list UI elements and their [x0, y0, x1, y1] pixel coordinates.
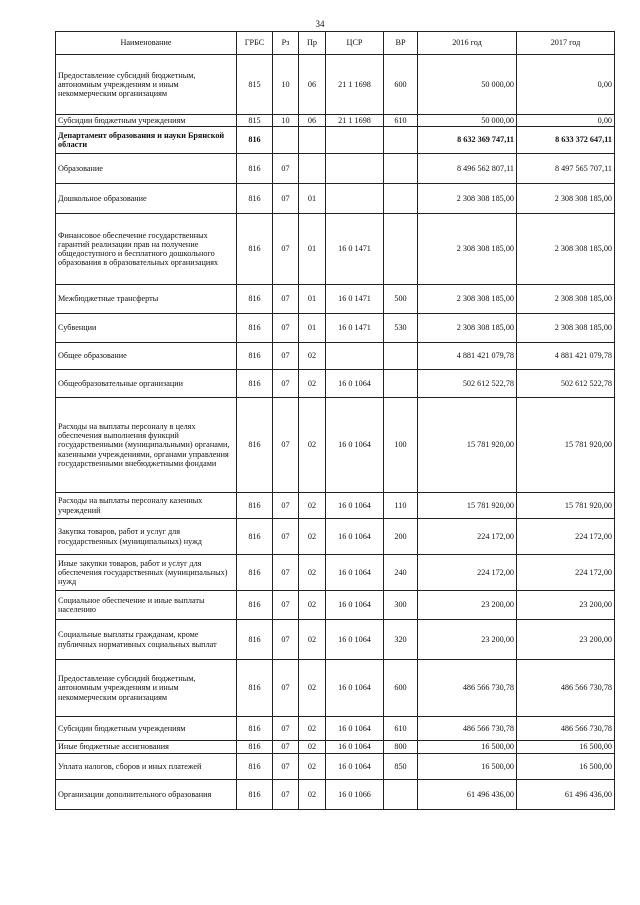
- row-vr: 240: [384, 555, 418, 591]
- table-row: [56, 519, 615, 555]
- table-row: [56, 115, 615, 127]
- row-name: Социальное обеспечение и иные выплаты населению: [56, 591, 237, 620]
- row-rz: 07: [273, 493, 299, 519]
- row-vr: [384, 343, 418, 370]
- row-name: Организации дополнительного образования: [56, 780, 237, 810]
- row-rz: 07: [273, 660, 299, 717]
- row-name: Департамент образования и науки Брянской области: [56, 127, 237, 154]
- row-2017: 2 308 308 185,00: [517, 285, 615, 314]
- row-name: Иные закупки товаров, работ и услуг для обеспечения государственных (муниципальных) нужд: [56, 555, 237, 591]
- row-rz: 07: [273, 184, 299, 214]
- row-rz: [273, 127, 299, 154]
- row-2016: 50 000,00: [418, 55, 517, 115]
- row-2016: 2 308 308 185,00: [418, 314, 517, 343]
- row-grbs: 816: [237, 591, 273, 620]
- row-csr: [326, 184, 384, 214]
- row-pr: 02: [299, 493, 326, 519]
- header-csr: ЦСР: [326, 32, 384, 55]
- row-pr: 02: [299, 620, 326, 660]
- row-grbs: 816: [237, 620, 273, 660]
- row-csr: 16 0 1064: [326, 555, 384, 591]
- row-2016: 2 308 308 185,00: [418, 214, 517, 285]
- row-vr: [384, 214, 418, 285]
- row-2017: 0,00: [517, 115, 615, 127]
- row-csr: 16 0 1064: [326, 370, 384, 398]
- row-grbs: 816: [237, 127, 273, 154]
- row-2017: 16 500,00: [517, 754, 615, 780]
- row-2016: 502 612 522,78: [418, 370, 517, 398]
- row-2017: 2 308 308 185,00: [517, 214, 615, 285]
- row-grbs: 816: [237, 780, 273, 810]
- header-rz: Рз: [273, 32, 299, 55]
- row-grbs: 816: [237, 754, 273, 780]
- row-pr: 01: [299, 184, 326, 214]
- row-2016: 2 308 308 185,00: [418, 285, 517, 314]
- row-csr: 16 0 1064: [326, 660, 384, 717]
- row-vr: 100: [384, 398, 418, 493]
- row-grbs: 816: [237, 398, 273, 493]
- row-vr: 610: [384, 717, 418, 741]
- table-row: [56, 55, 615, 115]
- row-csr: 16 0 1064: [326, 717, 384, 741]
- table-row: [56, 754, 615, 780]
- row-csr: 16 0 1471: [326, 214, 384, 285]
- row-grbs: 816: [237, 343, 273, 370]
- row-grbs: 816: [237, 370, 273, 398]
- row-name: Предоставление субсидий бюджетным, автономным учреждениям и иным некоммерческим организациям: [56, 55, 237, 115]
- row-grbs: 816: [237, 285, 273, 314]
- row-csr: [326, 343, 384, 370]
- row-2017: 0,00: [517, 55, 615, 115]
- row-2017: 4 881 421 079,78: [517, 343, 615, 370]
- table-row: [56, 184, 615, 214]
- row-vr: [384, 370, 418, 398]
- row-pr: 02: [299, 343, 326, 370]
- row-2017: 8 497 565 707,11: [517, 154, 615, 184]
- row-csr: 16 0 1064: [326, 493, 384, 519]
- row-name: Субсидии бюджетным учреждениям: [56, 115, 237, 127]
- row-name: Образование: [56, 154, 237, 184]
- row-vr: 530: [384, 314, 418, 343]
- row-rz: 10: [273, 55, 299, 115]
- row-pr: [299, 127, 326, 154]
- row-name: Иные бюджетные ассигнования: [56, 741, 237, 754]
- row-vr: 600: [384, 55, 418, 115]
- row-name: Межбюджетные трансферты: [56, 285, 237, 314]
- row-name: Социальные выплаты гражданам, кроме публичных нормативных социальных выплат: [56, 620, 237, 660]
- row-2017: 486 566 730,78: [517, 717, 615, 741]
- row-grbs: 816: [237, 660, 273, 717]
- header-2016: 2016 год: [418, 32, 517, 55]
- table-row: [56, 493, 615, 519]
- row-vr: [384, 127, 418, 154]
- row-vr: 300: [384, 591, 418, 620]
- row-2016: 8 632 369 747,11: [418, 127, 517, 154]
- row-pr: 02: [299, 660, 326, 717]
- row-name: Субсидии бюджетным учреждениям: [56, 717, 237, 741]
- row-grbs: 816: [237, 741, 273, 754]
- row-2016: 50 000,00: [418, 115, 517, 127]
- row-rz: 07: [273, 717, 299, 741]
- header-vr: ВР: [384, 32, 418, 55]
- row-2017: 23 200,00: [517, 620, 615, 660]
- row-vr: 850: [384, 754, 418, 780]
- row-2017: 502 612 522,78: [517, 370, 615, 398]
- row-rz: 07: [273, 754, 299, 780]
- row-name: Общее образование: [56, 343, 237, 370]
- row-grbs: 816: [237, 717, 273, 741]
- row-name: Субвенции: [56, 314, 237, 343]
- row-csr: 16 0 1064: [326, 591, 384, 620]
- row-name: Дошкольное образование: [56, 184, 237, 214]
- row-grbs: 816: [237, 493, 273, 519]
- row-name: Расходы на выплаты персоналу казенных учреждений: [56, 493, 237, 519]
- row-grbs: 816: [237, 214, 273, 285]
- row-2016: 486 566 730,78: [418, 717, 517, 741]
- row-2016: 4 881 421 079,78: [418, 343, 517, 370]
- row-2017: 15 781 920,00: [517, 493, 615, 519]
- row-csr: 16 0 1064: [326, 519, 384, 555]
- row-2017: 61 496 436,00: [517, 780, 615, 810]
- header-grbs: ГРБС: [237, 32, 273, 55]
- row-csr: 16 0 1064: [326, 741, 384, 754]
- row-rz: 07: [273, 154, 299, 184]
- row-pr: 02: [299, 519, 326, 555]
- row-pr: 01: [299, 214, 326, 285]
- budget-table: [55, 31, 615, 810]
- table-row: [56, 398, 615, 493]
- row-rz: 07: [273, 620, 299, 660]
- row-2017: 486 566 730,78: [517, 660, 615, 717]
- row-2016: 16 500,00: [418, 754, 517, 780]
- row-pr: 02: [299, 398, 326, 493]
- row-2016: 486 566 730,78: [418, 660, 517, 717]
- row-pr: 02: [299, 741, 326, 754]
- table-body: [56, 55, 615, 810]
- table-row: [56, 285, 615, 314]
- table-row: [56, 660, 615, 717]
- row-csr: 21 1 1698: [326, 55, 384, 115]
- table-row: [56, 591, 615, 620]
- header-pr: Пр: [299, 32, 326, 55]
- row-pr: 02: [299, 754, 326, 780]
- row-rz: 07: [273, 343, 299, 370]
- row-name: Уплата налогов, сборов и иных платежей: [56, 754, 237, 780]
- row-2016: 15 781 920,00: [418, 398, 517, 493]
- header-2017: 2017 год: [517, 32, 615, 55]
- row-vr: [384, 780, 418, 810]
- row-2016: 23 200,00: [418, 620, 517, 660]
- row-csr: 16 0 1064: [326, 620, 384, 660]
- header-name: Наименование: [56, 32, 237, 55]
- row-vr: 200: [384, 519, 418, 555]
- row-csr: 16 0 1471: [326, 314, 384, 343]
- row-grbs: 816: [237, 154, 273, 184]
- row-vr: [384, 154, 418, 184]
- row-rz: 07: [273, 519, 299, 555]
- row-csr: 16 0 1066: [326, 780, 384, 810]
- row-rz: 07: [273, 398, 299, 493]
- row-grbs: 816: [237, 555, 273, 591]
- row-name: Предоставление субсидий бюджетным, автономным учреждениям и иным некоммерческим организациям: [56, 660, 237, 717]
- row-2017: 8 633 372 647,11: [517, 127, 615, 154]
- table-row: [56, 620, 615, 660]
- row-rz: 07: [273, 591, 299, 620]
- row-2017: 224 172,00: [517, 519, 615, 555]
- row-vr: [384, 184, 418, 214]
- row-pr: 02: [299, 555, 326, 591]
- row-rz: 07: [273, 285, 299, 314]
- row-pr: 02: [299, 591, 326, 620]
- row-grbs: 815: [237, 115, 273, 127]
- table-row: [56, 741, 615, 754]
- row-csr: 16 0 1064: [326, 398, 384, 493]
- row-2016: 224 172,00: [418, 519, 517, 555]
- table-row: [56, 370, 615, 398]
- row-rz: 07: [273, 555, 299, 591]
- row-pr: 06: [299, 55, 326, 115]
- page-number: 34: [315, 19, 325, 29]
- row-csr: 16 0 1471: [326, 285, 384, 314]
- row-2017: 2 308 308 185,00: [517, 184, 615, 214]
- row-2016: 61 496 436,00: [418, 780, 517, 810]
- row-csr: 21 1 1698: [326, 115, 384, 127]
- row-2016: 224 172,00: [418, 555, 517, 591]
- row-csr: [326, 127, 384, 154]
- row-pr: 02: [299, 780, 326, 810]
- row-name: Финансовое обеспечение государственных гарантий реализации прав на получение общедоступного и бесплатного дошкольного образования в образовательных организациях: [56, 214, 237, 285]
- row-vr: 610: [384, 115, 418, 127]
- row-2016: 23 200,00: [418, 591, 517, 620]
- row-grbs: 815: [237, 55, 273, 115]
- row-pr: 01: [299, 285, 326, 314]
- table-row: [56, 717, 615, 741]
- table-row: [56, 555, 615, 591]
- row-rz: 07: [273, 780, 299, 810]
- row-rz: 07: [273, 214, 299, 285]
- table-header-row: [56, 32, 615, 55]
- row-rz: 07: [273, 741, 299, 754]
- row-2016: 15 781 920,00: [418, 493, 517, 519]
- row-grbs: 816: [237, 519, 273, 555]
- row-pr: [299, 154, 326, 184]
- row-2017: 224 172,00: [517, 555, 615, 591]
- row-vr: 600: [384, 660, 418, 717]
- row-rz: 07: [273, 370, 299, 398]
- row-vr: 500: [384, 285, 418, 314]
- row-2016: 8 496 562 807,11: [418, 154, 517, 184]
- row-grbs: 816: [237, 314, 273, 343]
- row-2017: 2 308 308 185,00: [517, 314, 615, 343]
- row-name: Общеобразовательные организации: [56, 370, 237, 398]
- row-pr: 01: [299, 314, 326, 343]
- row-2016: 2 308 308 185,00: [418, 184, 517, 214]
- table-row: [56, 343, 615, 370]
- row-name: Расходы на выплаты персоналу в целях обеспечения выполнения функций государственными (муниципальными) органами, казенными учреждениями, органами управления государственными внебюджетными фондами: [56, 398, 237, 493]
- table-row: [56, 214, 615, 285]
- row-2017: 16 500,00: [517, 741, 615, 754]
- row-vr: 800: [384, 741, 418, 754]
- table-row: [56, 127, 615, 154]
- table-row: [56, 314, 615, 343]
- row-pr: 02: [299, 370, 326, 398]
- table-row: [56, 780, 615, 810]
- row-rz: 10: [273, 115, 299, 127]
- row-vr: 320: [384, 620, 418, 660]
- row-2017: 15 781 920,00: [517, 398, 615, 493]
- row-vr: 110: [384, 493, 418, 519]
- row-2016: 16 500,00: [418, 741, 517, 754]
- row-csr: 16 0 1064: [326, 754, 384, 780]
- row-name: Закупка товаров, работ и услуг для государственных (муниципальных) нужд: [56, 519, 237, 555]
- row-csr: [326, 154, 384, 184]
- row-pr: 06: [299, 115, 326, 127]
- row-rz: 07: [273, 314, 299, 343]
- row-pr: 02: [299, 717, 326, 741]
- row-grbs: 816: [237, 184, 273, 214]
- row-2017: 23 200,00: [517, 591, 615, 620]
- table-row: [56, 154, 615, 184]
